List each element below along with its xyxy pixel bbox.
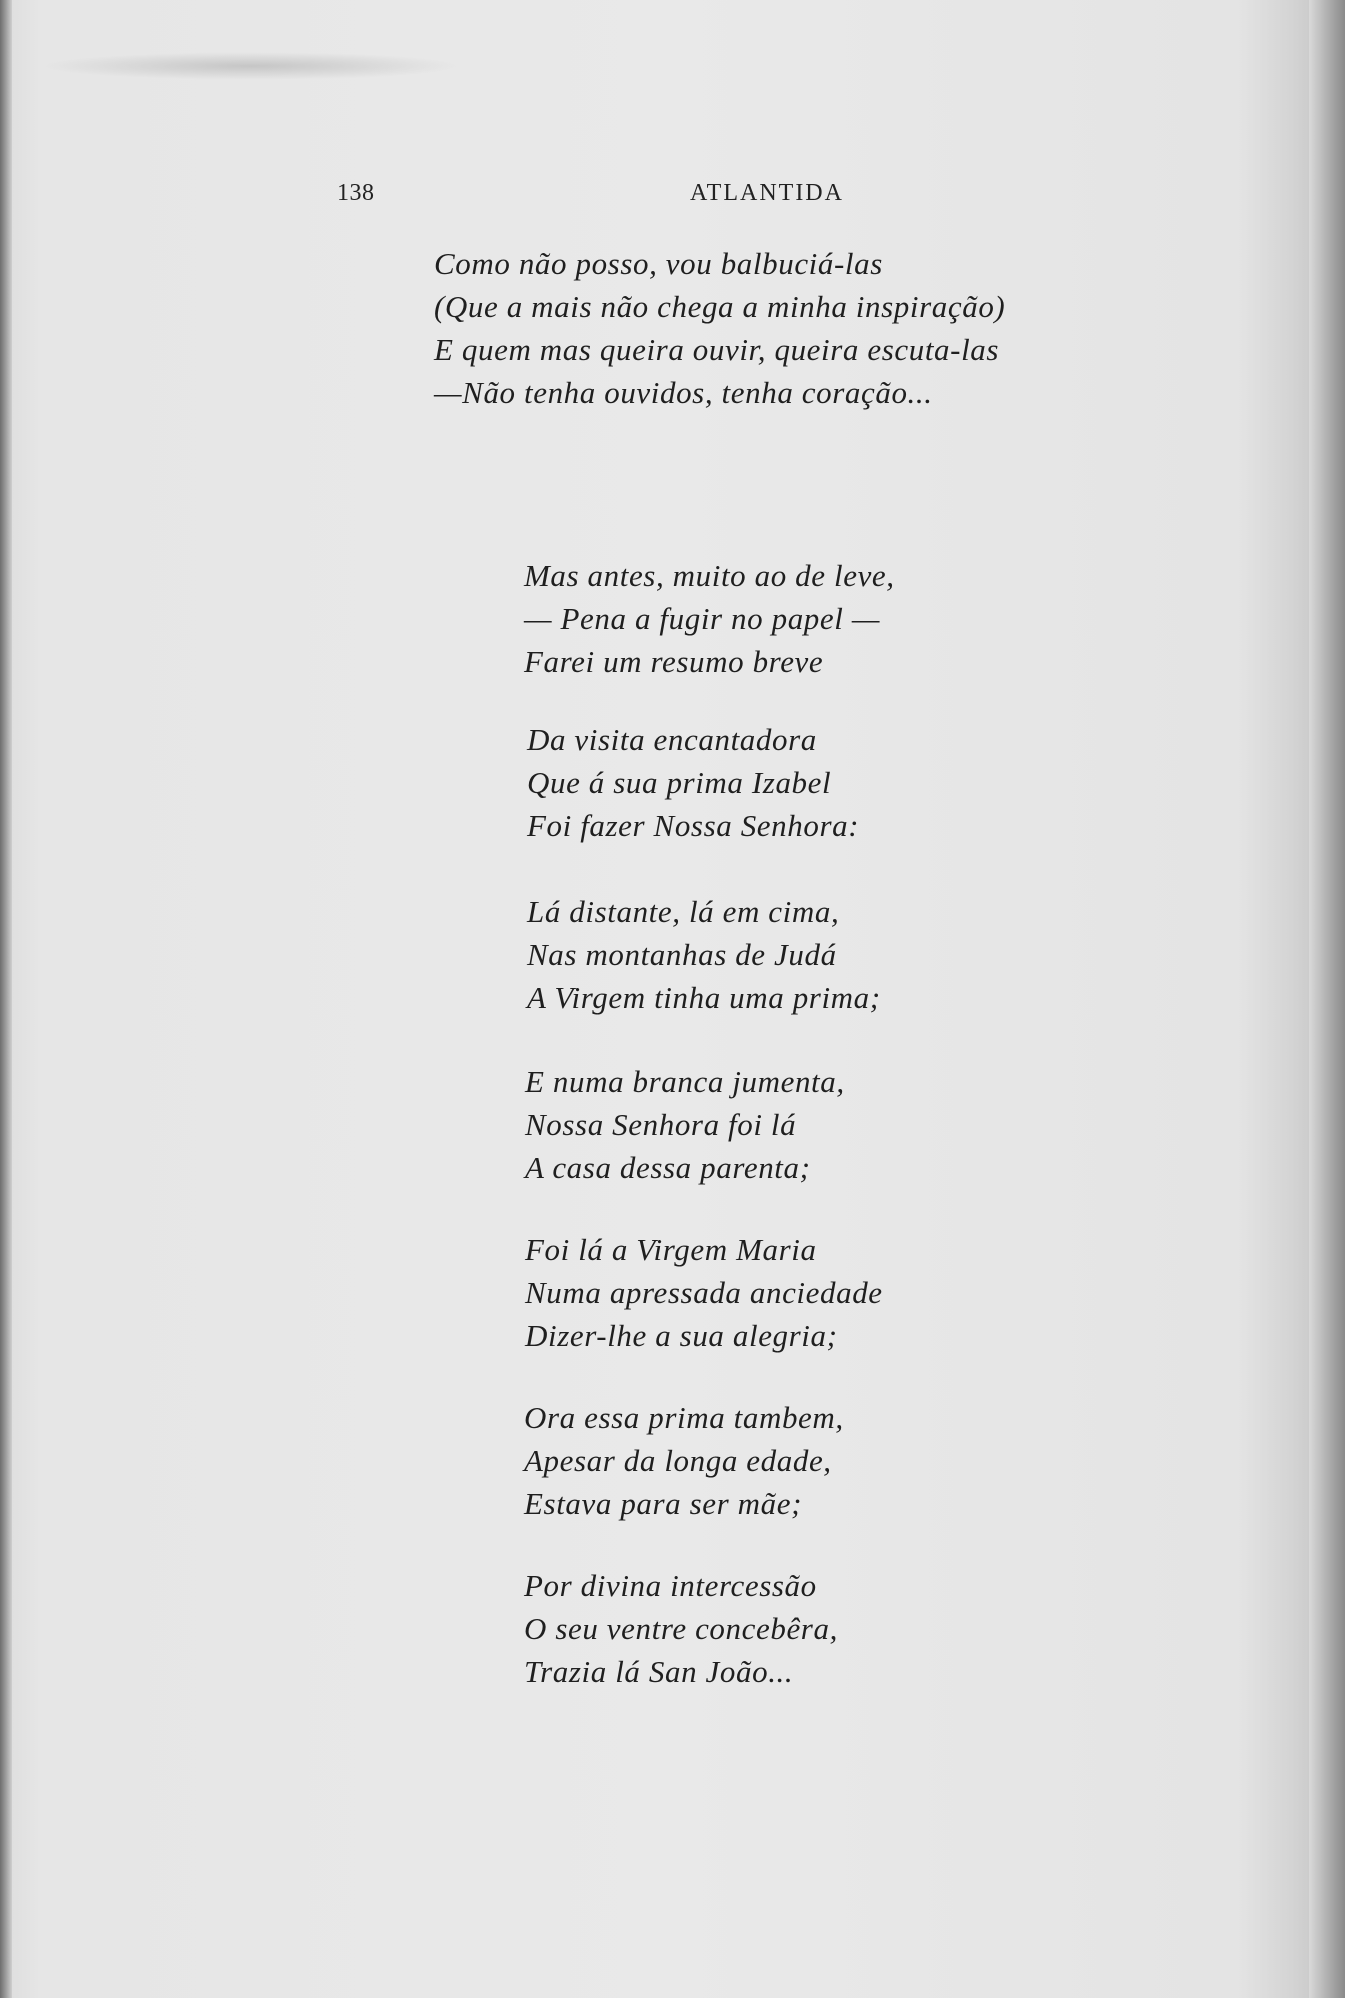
verse-line: Numa apressada anciedade xyxy=(525,1275,883,1310)
verse-line: Como não posso, vou balbuciá-las xyxy=(434,246,883,281)
verse-line: Estava para ser mãe; xyxy=(524,1486,803,1521)
verse-line: Lá distante, lá em cima, xyxy=(527,894,840,929)
stanza-7 xyxy=(524,1564,838,1693)
verse-line: Nas montanhas de Judá xyxy=(527,937,837,972)
verse-line: —Não tenha ouvidos, tenha coração... xyxy=(434,375,933,410)
stanza-3 xyxy=(527,890,881,1019)
verse-line: Nossa Senhora foi lá xyxy=(525,1107,797,1142)
page-number: 138 xyxy=(337,180,375,206)
running-title: ATLANTIDA xyxy=(690,180,844,206)
verse-line: Foi fazer Nossa Senhora: xyxy=(527,808,860,843)
verse-line: Foi lá a Virgem Maria xyxy=(525,1232,817,1267)
intro-quatrain xyxy=(434,242,1005,414)
verse-line: Farei um resumo breve xyxy=(524,644,824,679)
stanza-4 xyxy=(525,1060,845,1189)
paper-stain xyxy=(40,52,460,80)
running-header xyxy=(0,180,1345,210)
verse-line: Ora essa prima tambem, xyxy=(524,1400,844,1435)
verse-line: Por divina intercessão xyxy=(524,1568,817,1603)
stanza-1 xyxy=(524,554,895,683)
verse-line: Mas antes, muito ao de leve, xyxy=(524,558,895,593)
stanza-6 xyxy=(524,1396,844,1525)
verse-line: A Virgem tinha uma prima; xyxy=(527,980,881,1015)
verse-line: Apesar da longa edade, xyxy=(524,1443,832,1478)
verse-line: (Que a mais não chega a minha inspiração) xyxy=(434,289,1006,324)
verse-line: Trazia lá San João... xyxy=(524,1654,794,1689)
verse-line: E quem mas queira ouvir, queira escuta-las xyxy=(434,332,1000,367)
verse-line: A casa dessa parenta; xyxy=(525,1150,811,1185)
verse-line: Que á sua prima Izabel xyxy=(527,765,832,800)
verse-line: Da visita encantadora xyxy=(527,722,817,757)
stanza-2 xyxy=(527,718,859,847)
verse-line: E numa branca jumenta, xyxy=(525,1064,845,1099)
verse-line: Dizer-lhe a sua alegria; xyxy=(525,1318,838,1353)
stanza-5 xyxy=(525,1228,883,1357)
verse-line: — Pena a fugir no papel — xyxy=(524,601,880,636)
verse-line: O seu ventre concebêra, xyxy=(524,1611,838,1646)
